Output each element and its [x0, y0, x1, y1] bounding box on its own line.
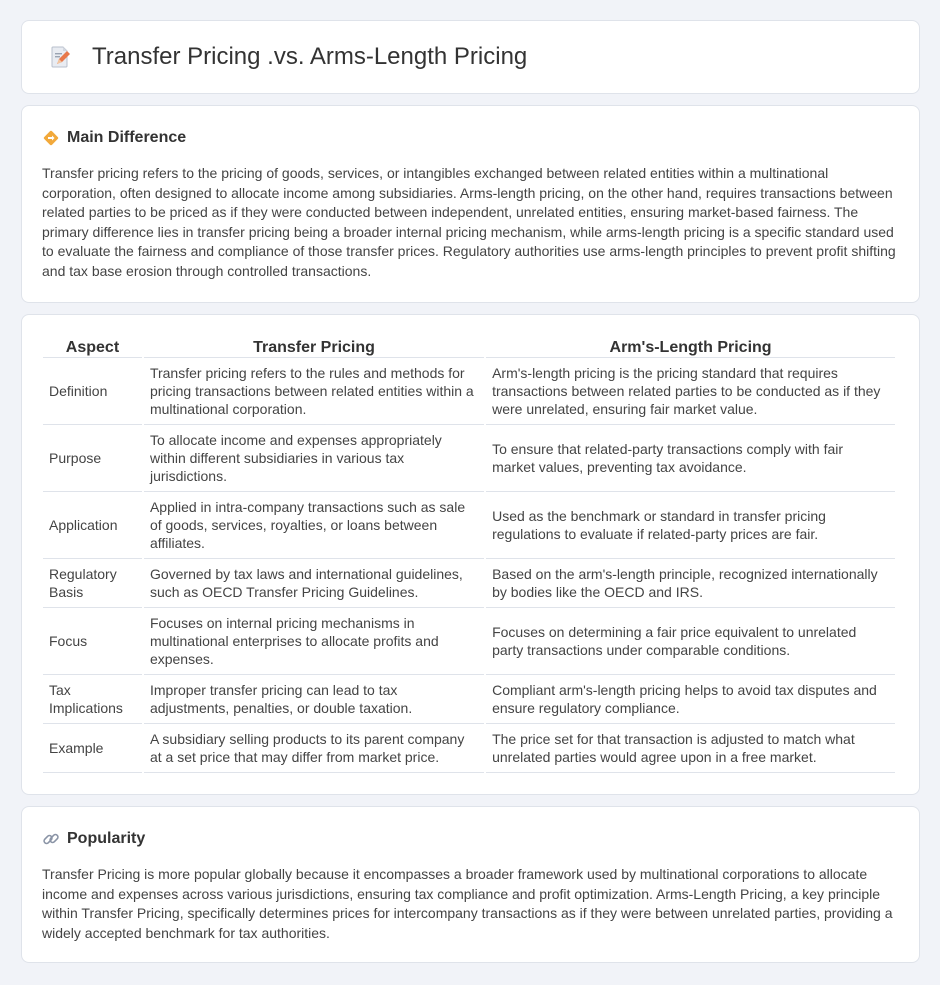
header-arms-length-pricing: Arm's-Length Pricing	[486, 335, 895, 358]
arms-length-cell: Used as the benchmark or standard in transfer pricing regulations to evaluate if related-party prices are fair.	[486, 492, 895, 559]
transfer-pricing-cell: Governed by tax laws and international guidelines, such as OECD Transfer Pricing Guidelines.	[144, 559, 484, 608]
table-row	[43, 559, 895, 608]
header-transfer-pricing: Transfer Pricing	[144, 335, 484, 358]
table-row	[43, 675, 895, 724]
comparison-table	[41, 335, 897, 773]
main-difference-section	[21, 105, 920, 303]
arms-length-cell: Based on the arm's-length principle, recognized internationally by bodies like the OECD and IRS.	[486, 559, 895, 608]
arms-length-cell: Arm's-length pricing is the pricing standard that requires transactions between related parties to be conducted as if they were unrelated, ensuring fair market value.	[486, 358, 895, 425]
table-row	[43, 492, 895, 559]
arms-length-cell: Compliant arm's-length pricing helps to avoid tax disputes and ensure regulatory compliance.	[486, 675, 895, 724]
header-aspect: Aspect	[43, 335, 142, 358]
aspect-cell: Tax Implications	[43, 675, 142, 724]
table-row	[43, 608, 895, 675]
table-row	[43, 358, 895, 425]
transfer-pricing-cell: Transfer pricing refers to the rules and methods for pricing transactions between related entities within a multinational corporation.	[144, 358, 484, 425]
transfer-pricing-cell: To allocate income and expenses appropriately within different subsidiaries in various tax jurisdictions.	[144, 425, 484, 492]
transfer-pricing-cell: Improper transfer pricing can lead to tax adjustments, penalties, or double taxation.	[144, 675, 484, 724]
page-title: Transfer Pricing .vs. Arms-Length Pricing	[92, 43, 528, 70]
table-row	[43, 724, 895, 773]
transfer-pricing-cell: Applied in intra-company transactions such as sale of goods, services, royalties, or loans between affiliates.	[144, 492, 484, 559]
comparison-table-card	[21, 314, 920, 795]
arms-length-cell: Focuses on determining a fair price equivalent to unrelated party transactions under comparable conditions.	[486, 608, 895, 675]
popularity-text: Transfer Pricing is more popular globally because it encompasses a broader framework used by multinational corporations to allocate income and expenses across various jurisdictions, ensuring tax compliance and profit optimization. Arms-Length Pricing, a key principle within Transfer Pricing, specifically determines prices for intercompany transactions as if they were between unrelated parties, providing a widely accepted benchmark for tax authorities.	[42, 866, 893, 941]
aspect-cell: Definition	[43, 358, 142, 425]
table-row	[43, 425, 895, 492]
aspect-cell: Example	[43, 724, 142, 773]
arms-length-cell: The price set for that transaction is adjusted to match what unrelated parties would agree upon in a free market.	[486, 724, 895, 773]
transfer-pricing-cell: A subsidiary selling products to its parent company at a set price that may differ from market price.	[144, 724, 484, 773]
aspect-cell: Regulatory Basis	[43, 559, 142, 608]
transfer-pricing-cell: Focuses on internal pricing mechanisms in multinational enterprises to allocate profits and expenses.	[144, 608, 484, 675]
aspect-cell: Purpose	[43, 425, 142, 492]
popularity-section	[21, 806, 920, 963]
table-header-row	[43, 335, 895, 358]
link-icon	[42, 830, 60, 848]
popularity-title: Popularity	[67, 830, 146, 847]
diamond-direction-icon	[42, 129, 60, 147]
document-edit-icon	[48, 45, 72, 69]
main-difference-text: Transfer pricing refers to the pricing of goods, services, or intangibles exchanged between related entities within a multinational corporation, often designed to allocate income among subsidiaries. Arms-length pricing, on the other hand, requires transactions between related parties to be priced as if they were conducted between independent, unrelated entities, ensuring market-based fairness. The primary difference lies in transfer pricing being a broader internal pricing mechanism, while arms-length pricing is a specific standard used to evaluate the fairness and compliance of those transfer prices. Regulatory authorities use arms-length principles to prevent profit shifting and tax base erosion through controlled transactions.	[42, 165, 896, 279]
aspect-cell: Focus	[43, 608, 142, 675]
title-card	[21, 20, 920, 94]
aspect-cell: Application	[43, 492, 142, 559]
arms-length-cell: To ensure that related-party transactions comply with fair market values, preventing tax avoidance.	[486, 425, 895, 492]
main-difference-title: Main Difference	[67, 129, 187, 146]
